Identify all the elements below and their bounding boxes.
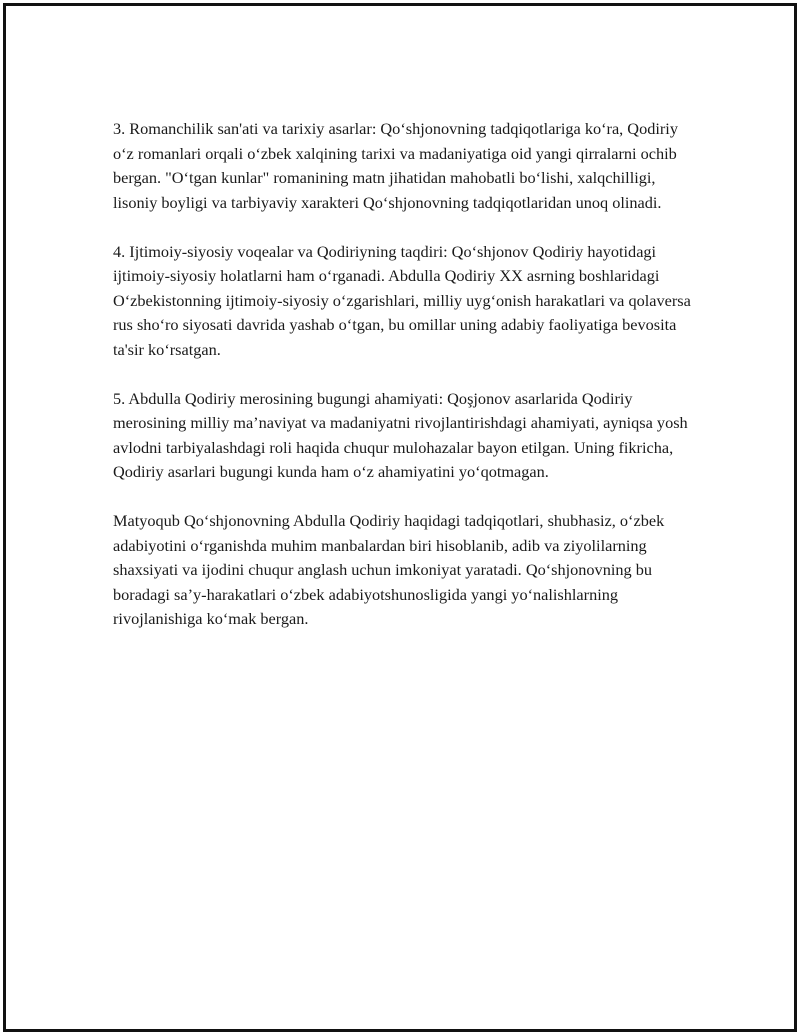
paragraph-romanchilik: 3. Romanchilik san'ati va tarixiy asarlar: Qo‘shjonovning tadqiqotlariga ko‘ra, Qodiriy o‘z romanlari orqali o‘zbek xalqining tarixi va madaniyatiga oid yangi qirralarni ochib bergan. "O‘tgan kunlar" romanining matn jihatidan mahobatli bo‘lishi, xalqchilligi, lisoniy boyligi va tarbiyaviy xarakteri Qo‘shjonovning tadqiqotlaridan unoq olinadi. (113, 119, 678, 212)
paragraph-meros-ahamiyati: 5. Abdulla Qodiriy merosining bugungi ahamiyati: Qoşjonov asarlarida Qodiriy merosining milliy ma’naviyat va madaniyatni rivojlantirishdagi ahamiyati, ayniqsa yosh avlodni tarbiyalashdagi roli haqida chuqur mulohazalar bayon etilgan. Uning fikricha, Qodiriy asarlari bugungi kunda ham o‘z ahamiyatini yo‘qotmagan. (113, 388, 688, 481)
paragraph-conclusion: Matyoqub Qo‘shjonovning Abdulla Qodiriy haqidagi tadqiqotlari, shubhasiz, o‘zbek adabiyotini o‘rganishda muhim manbalardan biri hisoblanib, adib va ziyolilarning shaxsiyati va ijodini chuqur anglash uchun imkoniyat yaratadi. Qo‘shjonovning bu boradagi sa’y-harakatlari o‘zbek adabiyotshunosligida yangi yo‘nalishlarning rivojlanishiga ko‘mak bergan. (113, 511, 665, 628)
document-body (113, 117, 693, 656)
paragraph-ijtimoiy-siyosiy: 4. Ijtimoiy-siyosiy voqealar va Qodiriyning taqdiri: Qo‘shjonov Qodiriy hayotidagi ijtimoiy-siyosiy holatlarni ham o‘rganadi. Abdulla Qodiriy XX asrning boshlaridagi O‘zbekistonning ijtimoiy-siyosiy o‘zgarishlari, milliy uyg‘onish harakatlari va qolaversa rus sho‘ro siyosati davrida yashab o‘tgan, bu omillar uning adabiy faoliyatiga bevosita ta'sir ko‘rsatgan. (113, 241, 691, 359)
